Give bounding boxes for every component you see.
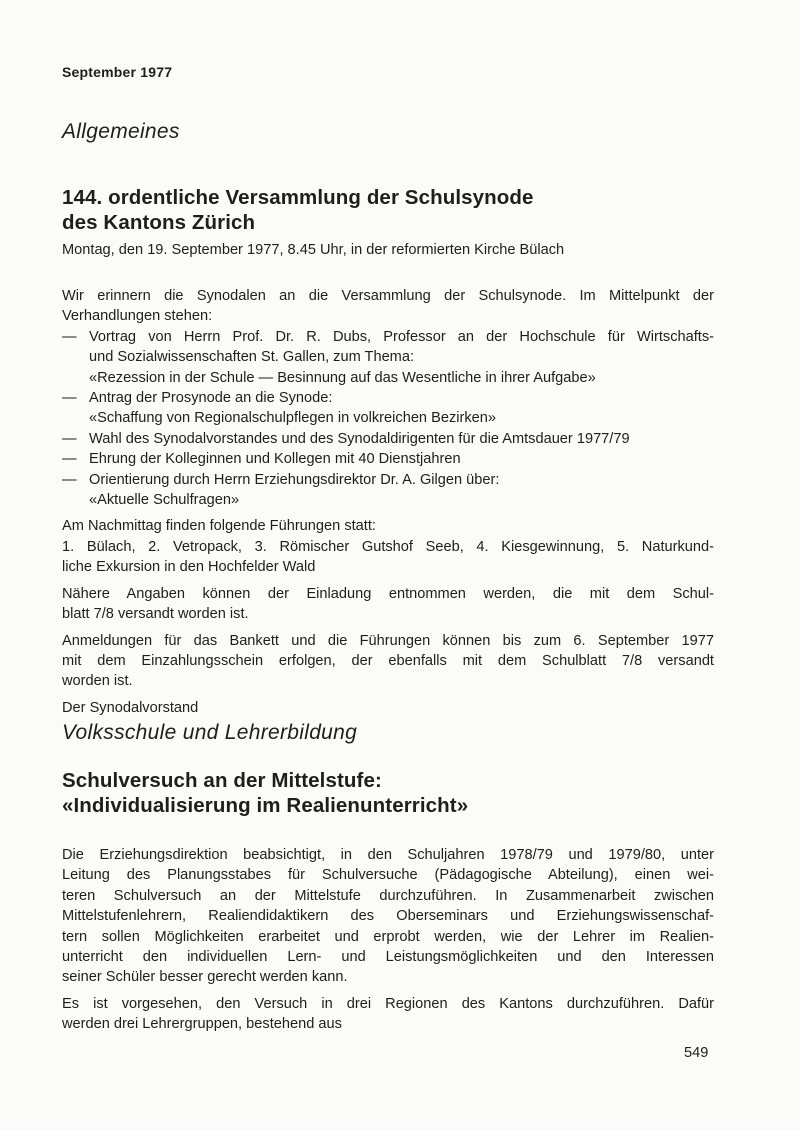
registration-line: worden ist.	[62, 673, 133, 690]
page-number: 549	[684, 1045, 709, 1061]
agenda-item-election	[62, 429, 714, 449]
article-title-line: des Kantons Zürich	[62, 211, 256, 234]
intro-line: Verhandlungen stehen:	[62, 308, 213, 325]
agenda-line: Orientierung durch Herrn Erziehungsdirektor Dr. A. Gilgen über:	[89, 471, 500, 488]
body-line: Es ist vorgesehen, den Versuch in drei Regionen des Kantons durchzuführen. Dafür	[62, 995, 714, 1012]
section-heading-school: Volksschule und Lehrerbildung	[62, 721, 358, 744]
registration-line: Anmeldungen für das Bankett und die Führungen können bis zum 6. September 1977	[62, 632, 714, 649]
agenda-item-lecture	[62, 327, 714, 388]
agenda-item-briefing	[62, 470, 714, 511]
agenda-line: Ehrung der Kolleginnen und Kollegen mit 40 Dienstjahren	[89, 451, 461, 468]
agenda-line: und Sozialwissenschaften St. Gallen, zum Thema:	[89, 349, 415, 366]
agenda-line: Wahl des Synodalvorstandes und des Synodaldirigenten für die Amtsdauer 1977/79	[89, 430, 630, 447]
article-body-synod	[62, 286, 714, 718]
agenda-line: Vortrag von Herrn Prof. Dr. R. Dubs, Professor an der Hochschule für Wirtschafts-	[89, 328, 714, 345]
article-body-trial	[62, 845, 714, 1035]
body-line: seiner Schüler besser gerecht werden kann.	[62, 969, 348, 986]
body-line: teren Schulversuch an der Mittelstufe durchzuführen. In Zusammenarbeit zwischen	[62, 887, 714, 904]
body-line: Mittelstufenlehrern, Realiendidaktikern des Oberseminars und Erziehungswissenschaf-	[62, 908, 714, 925]
agenda-item-motion	[62, 388, 714, 429]
article-title-line: «Individualisierung im Realienunterricht»	[62, 794, 469, 817]
details-line: Nähere Angaben können der Einladung entnommen werden, die mit dem Schul-	[62, 585, 714, 602]
agenda-line: «Rezession in der Schule — Besinnung auf das Wesentliche in ihrer Aufgabe»	[89, 369, 596, 386]
article-title-line: 144. ordentliche Versammlung der Schulsynode	[62, 186, 534, 209]
agenda-line: «Aktuelle Schulfragen»	[89, 492, 240, 509]
dash-bullet: —	[62, 328, 77, 345]
body-line: unterricht den individuellen Lern- und Leistungsmöglichkeiten und den Interessen	[62, 949, 714, 966]
tours-line: Am Nachmittag finden folgende Führungen statt:	[62, 518, 376, 535]
article-title-synod	[62, 185, 534, 235]
body-line: tern sollen Möglichkeiten erarbeitet und erprobt werden, wie der Lehrer im Realien-	[62, 928, 714, 945]
dash-bullet: —	[62, 390, 77, 407]
agenda-line: Antrag der Prosynode an die Synode:	[89, 390, 333, 407]
tours-line: liche Exkursion in den Hochfelder Wald	[62, 559, 316, 576]
tours-line: 1. Bülach, 2. Vetropack, 3. Römischer Gutshof Seeb, 4. Kiesgewinnung, 5. Naturkund-	[62, 538, 714, 555]
article-title-line: Schulversuch an der Mittelstufe:	[62, 769, 382, 792]
agenda-line: «Schaffung von Regionalschulpflegen in volkreichen Bezirken»	[89, 410, 497, 427]
article-title-trial	[62, 768, 468, 818]
article-subtitle: Montag, den 19. September 1977, 8.45 Uhr, in der reformierten Kirche Bülach	[62, 242, 565, 258]
intro-line: Wir erinnern die Synodalen an die Versammlung der Schulsynode. Im Mittelpunkt der	[62, 288, 714, 304]
header-date: September 1977	[62, 64, 173, 80]
registration-line: mit dem Einzahlungsschein erfolgen, der ebenfalls mit dem Schulblatt 7/8 versandt	[62, 652, 714, 669]
body-line: Leitung des Planungsstabes für Schulversuche (Pädagogische Abteilung), einen wei-	[62, 867, 714, 884]
body-line: Die Erziehungsdirektion beabsichtigt, in den Schuljahren 1978/79 und 1979/80, unter	[62, 847, 714, 863]
details-line: blatt 7/8 versandt worden ist.	[62, 606, 249, 623]
section-heading-general: Allgemeines	[62, 120, 180, 143]
dash-bullet: —	[62, 471, 77, 488]
agenda-item-honors	[62, 449, 714, 469]
signature: Der Synodalvorstand	[62, 699, 199, 716]
dash-bullet: —	[62, 430, 77, 447]
body-line: werden drei Lehrergruppen, bestehend aus	[62, 1016, 342, 1033]
dash-bullet: —	[62, 451, 77, 468]
